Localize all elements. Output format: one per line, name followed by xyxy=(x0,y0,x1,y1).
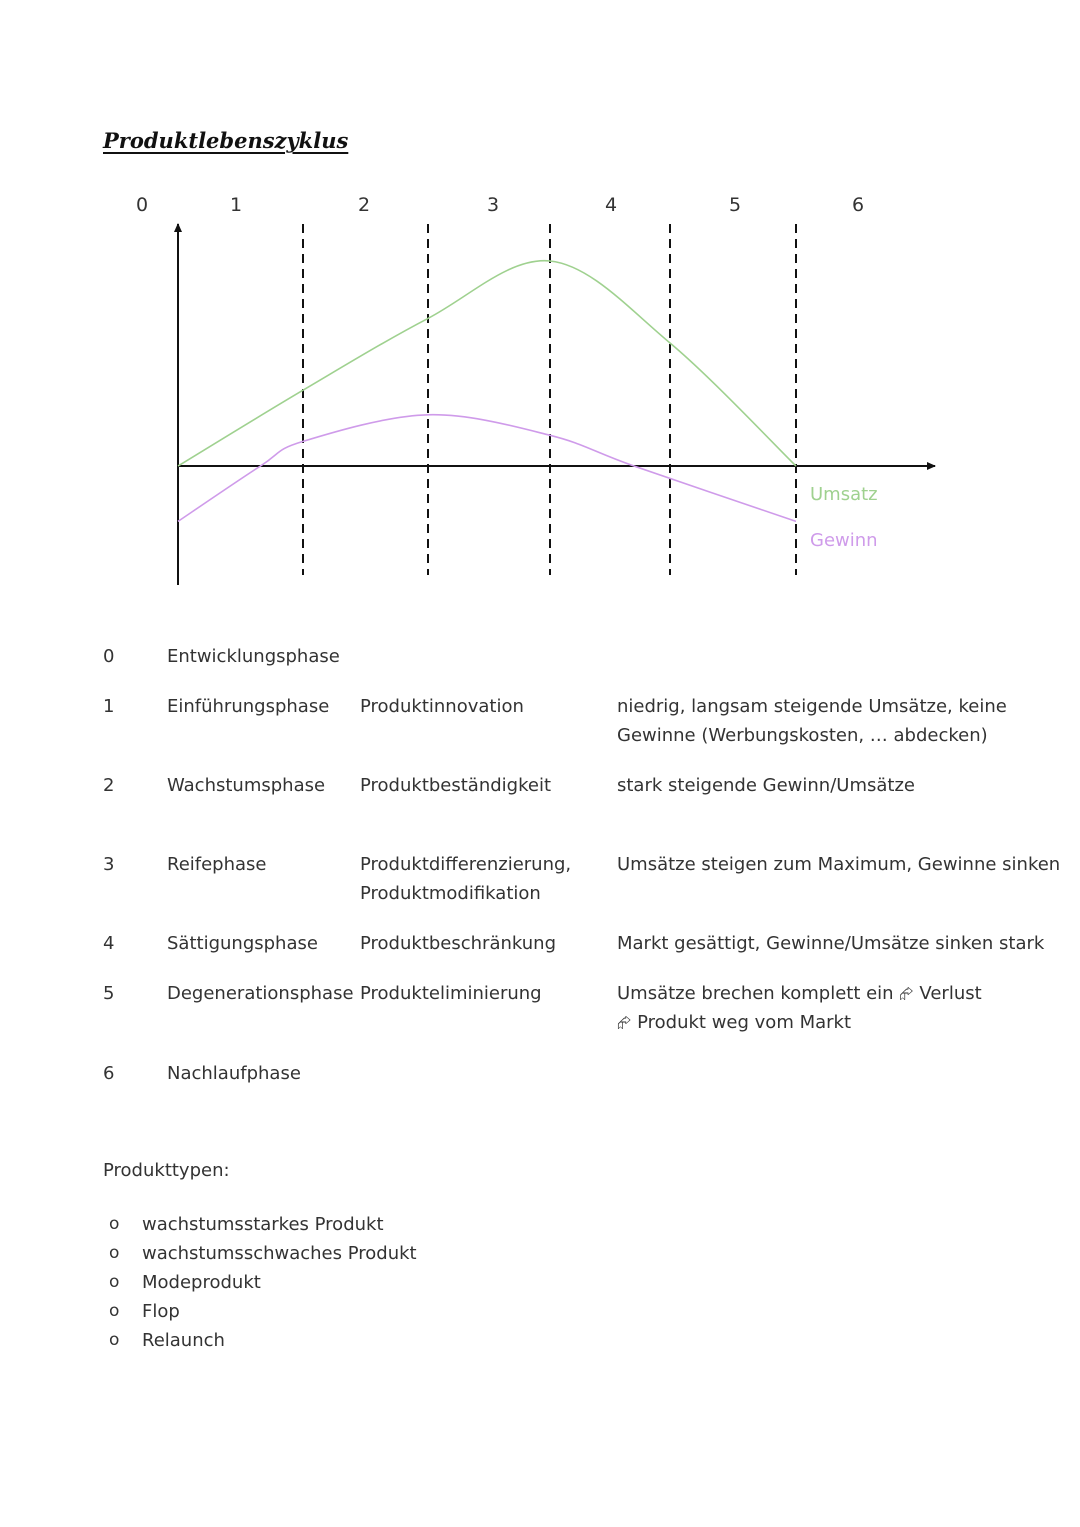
phase-dividers xyxy=(303,224,796,575)
product-type-label: Relaunch xyxy=(142,1330,225,1351)
umsatz-curve xyxy=(178,261,796,466)
list-bullet-icon: o xyxy=(109,1301,120,1321)
phase-name: Entwicklungsphase xyxy=(167,646,340,667)
product-type-label: wachstumsschwaches Produkt xyxy=(142,1243,417,1264)
phase-row-number: 2 xyxy=(103,775,115,796)
phase-row-number: 1 xyxy=(103,696,115,717)
phase-name: Degenerationsphase xyxy=(167,983,354,1004)
phase-description-line: Gewinne (Werbungskosten, … abdecken) xyxy=(617,725,988,746)
phase-number-6: 6 xyxy=(851,194,865,216)
phase-name: Wachstumsphase xyxy=(167,775,326,796)
phase-number-5: 5 xyxy=(728,194,742,216)
phase-description-line: niedrig, langsam steigende Umsätze, keine xyxy=(617,696,1007,717)
phase-name: Nachlaufphase xyxy=(167,1063,301,1084)
phase-strategy xyxy=(360,979,542,1008)
phase-strategy-line: Produktbeschränkung xyxy=(360,933,557,954)
product-type-item xyxy=(103,1326,417,1355)
list-bullet-icon: o xyxy=(109,1330,120,1350)
phase-description xyxy=(617,929,1044,958)
phase-description-line: stark steigende Gewinn/Umsätze xyxy=(617,775,915,796)
legend-gewinn: Gewinn xyxy=(810,530,878,551)
phase-description-line: Umsätze brechen komplett ein ⮳ Verlust xyxy=(617,983,982,1004)
chart-legend xyxy=(810,484,878,551)
phase-description xyxy=(617,692,1007,750)
legend-umsatz: Umsatz xyxy=(810,484,878,505)
phase-row-number: 5 xyxy=(103,983,115,1004)
list-bullet-icon: o xyxy=(109,1214,120,1234)
phase-strategy xyxy=(360,771,551,800)
phase-number-1: 1 xyxy=(229,194,243,216)
phase-number-0: 0 xyxy=(135,194,149,216)
phase-row-number: 4 xyxy=(103,933,115,954)
phase-description xyxy=(617,771,915,800)
phase-strategy-line: Produktinnovation xyxy=(360,696,524,717)
list-bullet-icon: o xyxy=(109,1243,120,1263)
phase-row-number: 0 xyxy=(103,646,115,667)
phase-row-number: 3 xyxy=(103,854,115,875)
product-type-label: Modeprodukt xyxy=(142,1272,261,1293)
phase-strategy xyxy=(360,850,571,908)
phase-strategy-line: Produktbeständigkeit xyxy=(360,775,552,796)
phase-name: Sättigungsphase xyxy=(167,933,318,954)
phase-description-line: ⮳ Produkt weg vom Markt xyxy=(617,1012,852,1033)
list-bullet-icon: o xyxy=(109,1272,120,1292)
phase-strategy xyxy=(360,929,556,958)
phase-number-3: 3 xyxy=(486,194,500,216)
phase-number-2: 2 xyxy=(357,194,371,216)
phase-name: Reifephase xyxy=(167,854,267,875)
product-type-item xyxy=(103,1297,417,1326)
phase-description xyxy=(617,850,1060,879)
product-types-heading: Produkttypen: xyxy=(103,1160,230,1181)
phase-name: Einführungsphase xyxy=(167,696,330,717)
gewinn-curve xyxy=(178,415,796,522)
page-title: Produktlebenszyklus xyxy=(103,128,349,153)
product-type-label: Flop xyxy=(142,1301,180,1322)
product-type-item xyxy=(103,1239,417,1268)
product-types-list xyxy=(103,1210,417,1355)
product-lifecycle-chart xyxy=(0,180,1080,600)
product-type-item xyxy=(103,1210,417,1239)
phase-number-4: 4 xyxy=(604,194,618,216)
phase-description xyxy=(617,979,982,1037)
curves xyxy=(178,261,796,522)
product-type-label: wachstumsstarkes Produkt xyxy=(142,1214,384,1235)
phase-description-line: Markt gesättigt, Gewinne/Umsätze sinken stark xyxy=(617,933,1045,954)
phase-strategy-line: Produktdifferenzierung, xyxy=(360,854,572,875)
phase-description-line: Umsätze steigen zum Maximum, Gewinne sinken xyxy=(617,854,1061,875)
phase-strategy-line: Produkteliminierung xyxy=(360,983,542,1004)
phase-strategy-line: Produktmodifikation xyxy=(360,883,541,904)
phase-row-number: 6 xyxy=(103,1063,115,1084)
phase-strategy xyxy=(360,692,524,721)
product-type-item xyxy=(103,1268,417,1297)
phase-number-labels xyxy=(136,194,864,216)
